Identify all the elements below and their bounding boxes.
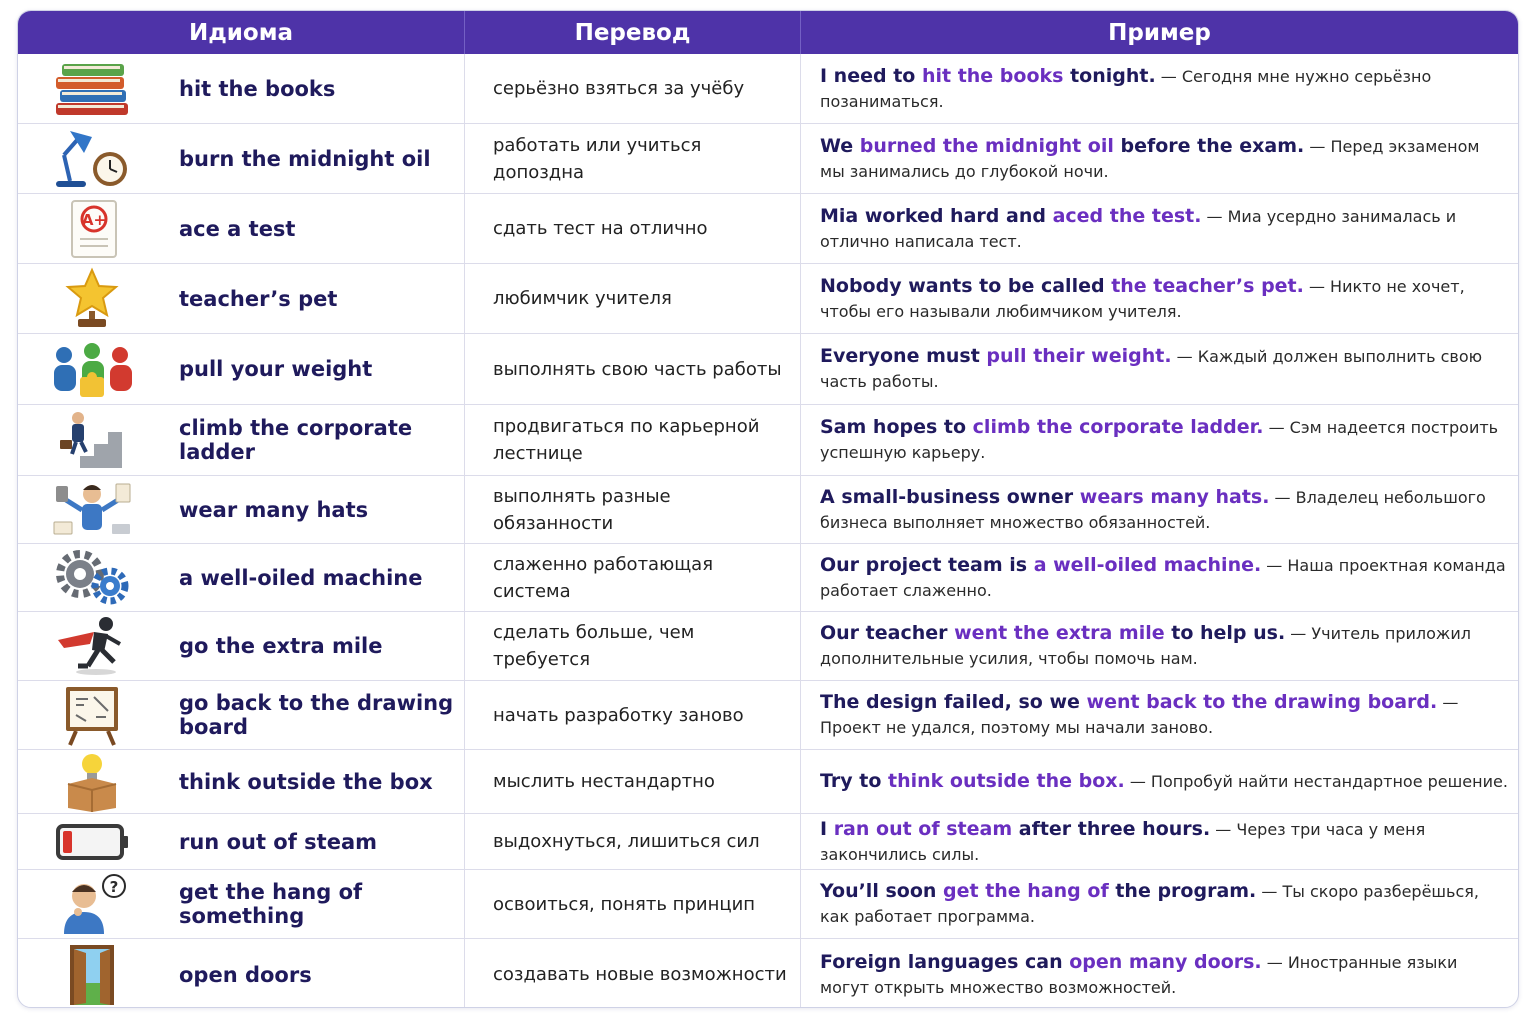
translation-cell: освоиться, понять принцип (465, 870, 801, 938)
thinking-man-question-icon (50, 872, 134, 936)
translation-cell: выполнять разные обязанности (465, 476, 801, 543)
row-icon-cell (18, 476, 165, 543)
table-row (18, 612, 1518, 681)
example-text (820, 553, 1508, 603)
translation-cell: выполнять свою часть работы (465, 334, 801, 404)
translation-cell: слаженно работающая система (465, 544, 801, 611)
idiom-cell: burn the midnight oil (165, 124, 465, 193)
example-text (820, 134, 1508, 184)
example-cell (801, 334, 1518, 404)
example-translation: — Миа усердно занималась и отлично написала тест. (820, 206, 1457, 251)
idiom-cell: get the hang of something (165, 870, 465, 938)
table-row (18, 750, 1518, 814)
example-text (820, 485, 1508, 535)
example-english: to help us. (1164, 622, 1286, 644)
example-idiom-highlight: think outside the box. (888, 770, 1125, 792)
example-english: the program. (1108, 880, 1257, 902)
example-english: The design failed, so we (820, 691, 1087, 713)
example-translation: — Попробуй найти нестандартное решение. (1124, 772, 1508, 791)
row-icon-cell (18, 939, 165, 1008)
example-cell (801, 681, 1518, 749)
idiom-cell: run out of steam (165, 814, 465, 869)
example-text (820, 950, 1508, 1000)
example-text (820, 64, 1508, 114)
example-idiom-highlight: aced the test. (1052, 204, 1202, 227)
idiom-cell: pull your weight (165, 334, 465, 404)
translation-cell: сделать больше, чем требуется (465, 612, 801, 680)
example-translation: — Перед экзаменом мы занимались до глубокой ночи. (820, 136, 1480, 181)
translation-cell: выдохнуться, лишиться сил (465, 814, 801, 869)
open-door-icon (50, 943, 134, 1007)
table-row (18, 405, 1518, 476)
example-idiom-highlight: burned the midnight oil (859, 134, 1114, 157)
stack-of-books-icon (50, 57, 134, 121)
translation-cell: создавать новые возможности (465, 939, 801, 1008)
example-idiom-highlight: pull their weight. (986, 345, 1172, 367)
table-row (18, 939, 1518, 1008)
column-header-example: Пример (1108, 19, 1211, 46)
table-row (18, 476, 1518, 544)
example-cell (801, 870, 1518, 938)
example-english: Mia worked hard and (820, 204, 1053, 227)
svg-text:A+: A+ (81, 210, 106, 229)
example-english: before the exam. (1113, 134, 1305, 157)
example-idiom-highlight: get the hang of (943, 880, 1109, 902)
table-row (18, 870, 1518, 939)
example-english: Our project team is (820, 553, 1034, 576)
example-english: You’ll soon (820, 880, 944, 902)
row-icon-cell (18, 334, 165, 404)
row-icon-cell (18, 750, 165, 813)
table-body (18, 54, 1518, 1007)
example-idiom-highlight: wears many hats. (1079, 485, 1270, 508)
idiom-cell: think outside the box (165, 750, 465, 813)
example-translation: — Наша проектная команда работает слаженно. (820, 555, 1506, 600)
example-translation: — Сэм надеется построить успешную карьеру. (820, 418, 1499, 462)
column-header-idiom: Идиома (18, 11, 465, 54)
table-row (18, 681, 1518, 750)
example-cell (801, 405, 1518, 475)
example-translation: — Проект не удался, поэтому мы начали заново. (820, 693, 1459, 737)
example-english: I (820, 817, 834, 840)
example-cell (801, 476, 1518, 543)
example-translation: — Сегодня мне нужно серьёзно позаниматься. (820, 66, 1432, 111)
row-icon-cell (18, 544, 165, 611)
table-row (18, 264, 1518, 334)
example-english: Try to (820, 770, 888, 792)
row-icon-cell (18, 870, 165, 938)
example-english: Foreign languages can (820, 950, 1070, 973)
table-row (18, 544, 1518, 612)
example-cell (801, 194, 1518, 263)
example-text (820, 344, 1508, 394)
idiom-cell: open doors (165, 939, 465, 1008)
row-icon-cell (18, 264, 165, 333)
example-text (820, 690, 1508, 740)
translation-cell: серьёзно взяться за учёбу (465, 54, 801, 123)
example-translation: — Каждый должен выполнить свою часть работы. (820, 347, 1483, 391)
running-hero-icon (50, 614, 134, 678)
example-cell (801, 750, 1518, 813)
example-cell (801, 814, 1518, 869)
example-idiom-highlight: a well-oiled machine. (1033, 553, 1262, 576)
gold-star-trophy-icon (50, 267, 134, 331)
example-idiom-highlight: hit the books (921, 64, 1064, 87)
low-battery-icon (50, 810, 134, 874)
example-idiom-highlight: went the extra mile (954, 622, 1165, 644)
multitasking-man-icon (50, 478, 134, 542)
row-icon-cell (18, 124, 165, 193)
team-puzzle-icon (50, 337, 134, 401)
translation-cell: работать или учиться допоздна (465, 124, 801, 193)
example-english: Our teacher (820, 622, 955, 644)
idioms-table (17, 10, 1519, 1008)
example-cell (801, 54, 1518, 123)
idiom-cell: ace a test (165, 194, 465, 263)
lightbulb-box-icon (50, 750, 134, 814)
example-text (820, 415, 1508, 465)
example-english: after three hours. (1012, 817, 1211, 840)
example-english: I need to (820, 64, 922, 87)
drawing-board-icon (50, 683, 134, 747)
example-translation: — Учитель приложил дополнительные усилия, чтобы помочь нам. (820, 624, 1471, 668)
example-text (820, 817, 1508, 867)
example-english: tonight. (1063, 64, 1156, 87)
example-english: Nobody wants to be called (820, 274, 1112, 297)
row-icon-cell (18, 814, 165, 869)
man-climbing-stairs-icon (50, 408, 134, 472)
example-idiom-highlight: ran out of steam (833, 817, 1013, 840)
example-text (820, 621, 1508, 671)
example-text (820, 769, 1508, 794)
example-idiom-highlight: went back to the drawing board. (1086, 691, 1438, 713)
example-cell (801, 264, 1518, 333)
example-cell (801, 939, 1518, 1008)
table-row (18, 814, 1518, 870)
idiom-cell: hit the books (165, 54, 465, 123)
translation-cell: мыслить нестандартно (465, 750, 801, 813)
idiom-cell: wear many hats (165, 476, 465, 543)
example-cell (801, 612, 1518, 680)
idiom-cell: a well-oiled machine (165, 544, 465, 611)
table-row (18, 54, 1518, 124)
example-idiom-highlight: climb the corporate ladder. (972, 416, 1264, 438)
row-icon-cell (18, 54, 165, 123)
example-translation: — Никто не хочет, чтобы его называли любимчиком учителя. (820, 276, 1465, 321)
example-english: We (820, 134, 860, 157)
translation-cell: продвигаться по карьерной лестнице (465, 405, 801, 475)
example-english: Sam hopes to (820, 416, 973, 438)
row-icon-cell (18, 612, 165, 680)
example-text (820, 274, 1508, 324)
row-icon-cell (18, 405, 165, 475)
idiom-cell: climb the corporate ladder (165, 405, 465, 475)
example-cell (801, 124, 1518, 193)
table-row (18, 334, 1518, 405)
table-row (18, 124, 1518, 194)
example-english: Everyone must (820, 345, 987, 367)
example-text (820, 879, 1508, 929)
column-header-translation: Перевод (465, 11, 801, 54)
example-idiom-highlight: open many doors. (1069, 950, 1262, 973)
idiom-cell: teacher’s pet (165, 264, 465, 333)
example-translation: — Владелец небольшого бизнеса выполняет множество обязанностей. (820, 487, 1486, 532)
svg-text:?: ? (109, 878, 118, 896)
table-header (18, 11, 1518, 54)
translation-cell: любимчик учителя (465, 264, 801, 333)
translation-cell: начать разработку заново (465, 681, 801, 749)
example-cell (801, 544, 1518, 611)
translation-cell: сдать тест на отлично (465, 194, 801, 263)
idiom-cell: go back to the drawing board (165, 681, 465, 749)
example-english: A small-business owner (820, 485, 1080, 508)
row-icon-cell (18, 681, 165, 749)
desk-lamp-and-clock-icon (50, 127, 134, 191)
idiom-cell: go the extra mile (165, 612, 465, 680)
table-row (18, 194, 1518, 264)
example-translation: — Иностранные языки могут открыть множество возможностей. (820, 952, 1458, 997)
example-translation: — Ты скоро разберёшься, как работает программа. (820, 882, 1479, 926)
a-plus-test-icon (50, 197, 134, 261)
example-text (820, 204, 1508, 254)
example-idiom-highlight: the teacher’s pet. (1111, 274, 1304, 297)
row-icon-cell (18, 194, 165, 263)
gears-icon (50, 546, 134, 610)
example-translation: — Через три часа у меня закончились силы. (820, 819, 1426, 864)
